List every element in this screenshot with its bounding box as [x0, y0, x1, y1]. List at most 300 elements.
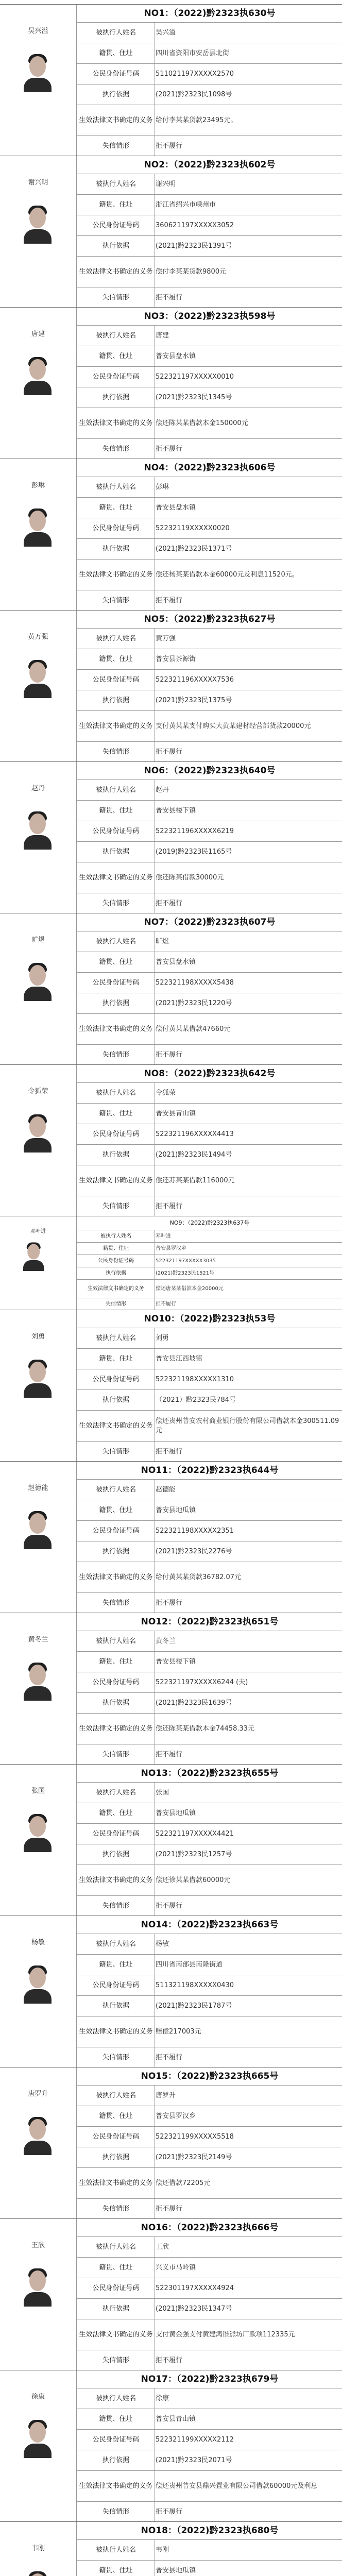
field-row-id-number	[77, 215, 342, 236]
field-value: 普安县盘水镇	[156, 504, 196, 512]
divider	[76, 913, 77, 1065]
field-row-address	[77, 2257, 342, 2278]
case-number-title: NO5：（2022)黔2323执627号	[144, 614, 276, 624]
field-label: 籍贯、住址	[99, 1506, 133, 1515]
field-row-name	[77, 779, 342, 801]
field-row-case-basis	[77, 2450, 342, 2471]
photo-column	[0, 1216, 76, 1310]
field-label: 被执行人姓名	[95, 635, 136, 643]
field-label: 失信情形	[102, 2054, 129, 2062]
field-value: 拒不履行	[156, 1301, 176, 1308]
field-label: 失信情形	[102, 1051, 129, 1059]
field-label: 被执行人姓名	[95, 2395, 136, 2403]
field-row-address	[77, 346, 342, 367]
photo-body	[24, 835, 52, 850]
record-block	[0, 1916, 342, 2067]
field-row-address	[77, 952, 342, 973]
field-value: 偿还贵州普安县鼎兴置业有限公司借款60000元及利息	[156, 2482, 318, 2490]
field-value: 拒不履行	[156, 2508, 183, 2516]
field-row-performance	[77, 2198, 342, 2219]
field-label: 籍贯、住址	[99, 352, 133, 361]
field-value: (2021)黔2323民1375号	[156, 697, 232, 705]
field-label: 执行依据	[102, 91, 129, 99]
photo-body	[24, 1686, 52, 1701]
field-value: 拒不履行	[156, 748, 183, 756]
field-label: 生效法律文书确定的义务	[79, 1725, 153, 1733]
field-row-address	[77, 1500, 342, 1521]
case-number-title: NO1：（2022)黔2323执630号	[144, 8, 276, 19]
person-photo	[22, 1811, 54, 1852]
field-value: 偿还贵州普安农村商业银行股份有限公司借款本金300511.09元	[156, 1417, 339, 1434]
field-row-obligation	[77, 2016, 342, 2047]
field-value: 拒不履行	[156, 900, 183, 908]
field-value: 赔偿217003元	[156, 2028, 201, 2036]
field-label: 失信情形	[102, 597, 129, 605]
field-label: 失信情形	[102, 142, 129, 150]
field-label: 执行依据	[102, 242, 129, 250]
photo-head	[27, 1244, 40, 1260]
field-row-case-basis	[77, 1692, 342, 1714]
field-value: (2021)黔2323民2071号	[156, 2456, 232, 2465]
case-number-title: NO12：（2022)黔2323执651号	[141, 1617, 279, 1627]
field-row-name	[77, 2388, 342, 2409]
field-value: 拒不履行	[156, 142, 183, 150]
photo-body	[24, 1535, 52, 1549]
field-label: 公民身份证号码	[92, 373, 140, 381]
field-label: 执行依据	[102, 848, 129, 856]
field-row-address	[77, 43, 342, 64]
field-row-performance	[77, 741, 342, 762]
field-row-case-basis	[77, 1995, 342, 2016]
photo-column	[0, 2522, 76, 2576]
field-label: 失信情形	[102, 445, 129, 453]
field-value: (2021)黔2323民1391号	[156, 242, 232, 250]
person-photo-caption: 韦刚	[31, 2545, 45, 2552]
field-value: 偿还陈某借款30000元	[156, 874, 224, 882]
field-row-id-number	[77, 1124, 342, 1145]
field-row-case-basis	[77, 993, 342, 1014]
field-label: 执行依据	[102, 2154, 129, 2162]
record-block	[0, 1310, 342, 1461]
divider	[76, 459, 77, 611]
field-value: 偿还陈某某借款本金150000元	[156, 419, 248, 428]
case-number-title: NO2：（2022)黔2323执602号	[144, 160, 276, 170]
photo-body	[24, 684, 52, 698]
divider	[76, 2522, 77, 2576]
field-row-address	[77, 1803, 342, 1824]
field-value: 普安县罗汉乡	[156, 1246, 186, 1252]
field-row-obligation	[77, 1865, 342, 1896]
field-value: 522321196XXXXX4413	[156, 1130, 234, 1139]
field-value: 522321197XXXXX6244 (夫)	[156, 1679, 248, 1687]
field-label: 籍贯、住址	[99, 807, 133, 815]
person-photo	[22, 505, 54, 547]
field-row-obligation	[77, 1410, 342, 1442]
field-row-obligation	[77, 256, 342, 287]
field-label: 失信情形	[102, 294, 129, 302]
case-number-title: NO8：（2022)黔2323执642号	[144, 1069, 276, 1079]
field-label: 被执行人姓名	[95, 180, 136, 189]
field-row-id-number	[77, 2429, 342, 2450]
field-label: 被执行人姓名	[95, 332, 136, 340]
field-label: 执行依据	[102, 697, 129, 705]
field-row-address	[77, 194, 342, 215]
field-row-case-basis	[77, 387, 342, 408]
field-value: 张国	[156, 1789, 169, 1797]
field-row-case-basis	[77, 1389, 342, 1411]
person-photo-caption: 吴兴溢	[28, 27, 48, 35]
field-label: 执行依据	[102, 2002, 129, 2010]
photo-head	[29, 814, 46, 834]
divider	[76, 611, 77, 762]
photo-head	[29, 2422, 46, 2443]
field-value: 普安县楼下镇	[156, 807, 196, 815]
photo-column	[0, 459, 76, 610]
person-photo-caption: 黄冬兰	[28, 1636, 48, 1643]
field-row-performance	[77, 2501, 342, 2522]
field-value: 徐康	[156, 2395, 169, 2403]
field-label: 生效法律文书确定的义务	[88, 1286, 144, 1292]
person-photo-caption: 刘勇	[31, 1333, 45, 1341]
person-photo	[22, 1962, 54, 2004]
divider	[76, 1310, 77, 1462]
field-value: 522321196XXXXX7536	[156, 676, 234, 684]
field-label: 生效法律文书确定的义务	[79, 722, 153, 731]
field-label: 执行依据	[102, 2305, 129, 2313]
field-label: 被执行人姓名	[95, 2243, 136, 2251]
field-label: 公民身份证号码	[92, 222, 140, 230]
photo-head	[29, 965, 46, 986]
field-row-address	[77, 800, 342, 821]
record-block	[0, 1613, 342, 1764]
field-label: 公民身份证号码	[92, 2436, 140, 2444]
divider	[76, 156, 77, 308]
field-label: 执行依据	[102, 1851, 129, 1859]
field-row-case-basis	[77, 841, 342, 862]
divider	[76, 2370, 77, 2522]
field-row-obligation	[77, 1562, 342, 1593]
photo-column	[0, 1916, 76, 2067]
field-value: 522321197XXXXX3035	[156, 1258, 216, 1264]
field-row-obligation	[77, 408, 342, 439]
person-photo-caption: 杨敏	[31, 1939, 45, 1946]
field-label: 生效法律文书确定的义务	[79, 1177, 153, 1185]
field-row-case-basis	[77, 690, 342, 711]
field-row-performance	[77, 2047, 342, 2068]
field-row-address	[77, 1651, 342, 1672]
field-value: 522321198XXXXX2351	[156, 1527, 234, 1535]
field-row-id-number	[77, 972, 342, 993]
person-photo	[22, 354, 54, 395]
field-row-name	[77, 477, 342, 498]
photo-head	[29, 1816, 46, 1837]
field-value: 偿付黄某某借款47660元	[156, 1025, 231, 1033]
field-label: 被执行人姓名	[95, 1486, 136, 1494]
field-value: 拒不履行	[156, 1051, 183, 1059]
record-block	[0, 761, 342, 913]
field-label: 生效法律文书确定的义务	[79, 1573, 153, 1582]
field-value: 偿还杨某某借款本金60000元及利息11520元。	[156, 571, 299, 579]
field-row-id-number	[77, 2126, 342, 2147]
photo-body	[24, 1838, 52, 1852]
case-number-title: NO17：（2022)黔2323执679号	[141, 2374, 279, 2384]
field-label: 籍贯、住址	[99, 1961, 133, 1969]
field-value: (2021)黔2323民1220号	[156, 999, 232, 1008]
field-label: 失信情形	[102, 2357, 129, 2365]
field-value: 杨敏	[156, 1940, 169, 1948]
field-value: (2021)黔2323民1345号	[156, 394, 232, 402]
record-block	[0, 610, 342, 761]
field-value: 偿还陈某某借款本金74458.33元	[156, 1725, 255, 1733]
photo-head	[29, 1665, 46, 1685]
field-value: 韦刚	[156, 2546, 169, 2554]
field-row-obligation	[77, 862, 342, 893]
photo-head	[29, 1362, 46, 1382]
field-label: 被执行人姓名	[95, 483, 136, 492]
field-label: 失信情形	[106, 1301, 126, 1307]
field-value: (2021)黔2323民1371号	[156, 545, 232, 553]
person-photo-caption: 张国	[31, 1787, 45, 1795]
field-row-case-basis	[77, 2147, 342, 2168]
field-row-name	[77, 1082, 342, 1104]
field-label: 执行依据	[102, 1396, 129, 1404]
field-row-obligation	[77, 1713, 342, 1744]
field-value: 拒不履行	[156, 597, 183, 605]
field-row-obligation	[77, 559, 342, 590]
field-value: 511021197XXXXX2570	[156, 70, 234, 78]
photo-column	[0, 1765, 76, 1916]
field-row-case-basis	[77, 1541, 342, 1562]
field-value: 拒不履行	[156, 2054, 183, 2062]
person-photo-caption: 徐康	[31, 2393, 45, 2401]
field-value: 普安县青山镇	[156, 1110, 196, 1118]
record-block	[0, 1461, 342, 1613]
case-number-title: NO18：（2022)黔2323执680号	[141, 2526, 279, 2536]
field-value: 拒不履行	[156, 294, 183, 302]
field-label: 失信情形	[102, 2205, 129, 2213]
field-row-case-basis	[77, 538, 342, 560]
person-photo-caption: 令狐荣	[28, 1088, 48, 1095]
person-photo-caption: 彭琳	[31, 482, 45, 489]
record-block	[0, 2521, 342, 2576]
divider	[76, 1065, 77, 1216]
field-label: 籍贯、住址	[99, 504, 133, 512]
field-value: 522321199XXXXX2112	[156, 2436, 234, 2444]
field-label: 公民身份证号码	[92, 1830, 140, 1838]
field-row-id-number	[77, 1369, 342, 1390]
field-label: 失信情形	[102, 1448, 129, 1456]
person-photo-caption: 王欣	[31, 2242, 45, 2249]
field-value: 522321196XXXXX6219	[156, 827, 234, 836]
person-photo-caption: 邓叶进	[30, 1229, 46, 1234]
photo-column	[0, 156, 76, 307]
field-value: (2019)黔2323民1165号	[156, 848, 232, 856]
photo-column	[0, 1462, 76, 1613]
field-row-id-number	[77, 366, 342, 387]
field-value: 四川省资阳市安岳县北街	[156, 49, 230, 58]
photo-head	[29, 511, 46, 531]
field-row-obligation	[77, 710, 342, 742]
field-row-performance	[77, 2350, 342, 2371]
field-row-name	[77, 1631, 342, 1652]
field-label: 被执行人姓名	[100, 1233, 131, 1239]
person-photo	[22, 657, 54, 698]
field-label: 生效法律文书确定的义务	[79, 268, 153, 276]
field-label: 籍贯、住址	[99, 2264, 133, 2272]
photo-column	[0, 913, 76, 1064]
person-photo	[22, 808, 54, 850]
photo-head	[29, 56, 46, 77]
field-row-obligation	[77, 2470, 342, 2502]
person-photo	[22, 1240, 46, 1271]
field-value: (2021)黔2323民1521号	[156, 1270, 215, 1277]
photo-head	[29, 1513, 46, 1534]
field-row-obligation	[77, 1279, 342, 1298]
field-label: 被执行人姓名	[95, 786, 136, 794]
person-photo	[22, 960, 54, 1001]
photo-column	[0, 2067, 76, 2218]
field-label: 执行依据	[106, 1270, 126, 1276]
field-row-performance	[77, 135, 342, 157]
field-label: 执行依据	[102, 394, 129, 402]
field-row-address	[77, 1348, 342, 1369]
field-row-name	[77, 1782, 342, 1803]
field-row-id-number	[77, 1520, 342, 1541]
field-row-name	[77, 2539, 342, 2561]
field-label: 被执行人姓名	[95, 1089, 136, 1097]
field-value: 黄冬兰	[156, 1637, 176, 1646]
field-label: 执行依据	[102, 1548, 129, 1556]
field-label: 公民身份证号码	[92, 2284, 140, 2293]
divider	[76, 1916, 77, 2067]
field-label: 被执行人姓名	[95, 2092, 136, 2100]
field-label: 公民身份证号码	[92, 70, 140, 78]
field-value: 普安县茶源街	[156, 655, 196, 664]
field-row-id-number	[77, 669, 342, 690]
field-row-performance	[77, 438, 342, 460]
person-photo	[22, 2417, 54, 2458]
field-label: 被执行人姓名	[95, 1789, 136, 1797]
record-block	[0, 1064, 342, 1216]
field-value: 偿付李某某货款9800元	[156, 268, 227, 276]
photo-column	[0, 2370, 76, 2521]
field-value: 唐罗升	[156, 2092, 176, 2100]
photo-column	[0, 5, 76, 156]
field-value: 拒不履行	[156, 1751, 183, 1759]
person-photo	[22, 2265, 54, 2307]
field-value: 拒不履行	[156, 1902, 183, 1910]
field-row-name	[77, 174, 342, 195]
field-label: 被执行人姓名	[95, 938, 136, 946]
field-row-name	[77, 2085, 342, 2106]
field-value: (2021)黔2323民1257号	[156, 1851, 232, 1859]
field-row-performance	[77, 1196, 342, 1217]
photo-column	[0, 2219, 76, 2370]
field-value: 兴义市马岭镇	[156, 2264, 196, 2272]
person-photo	[22, 202, 54, 244]
field-label: 生效法律文书确定的义务	[79, 1025, 153, 1033]
field-row-address	[77, 2106, 342, 2127]
field-label: 生效法律文书确定的义务	[79, 874, 153, 882]
field-value: 511321198XXXXX0430	[156, 1981, 234, 1990]
field-label: 生效法律文书确定的义务	[79, 2482, 153, 2490]
field-value: 522301197XXXXX4924	[156, 2284, 234, 2293]
photo-body	[24, 381, 52, 395]
field-value: 拒不履行	[156, 2357, 183, 2365]
person-photo	[22, 1659, 54, 1701]
field-row-obligation	[77, 2319, 342, 2350]
field-label: 失信情形	[102, 1202, 129, 1211]
photo-head	[29, 2119, 46, 2140]
person-photo-caption: 旷煜	[31, 936, 45, 944]
record-block	[0, 307, 342, 459]
field-label: 执行依据	[102, 2456, 129, 2465]
field-label: 籍贯、住址	[103, 1246, 129, 1251]
field-label: 生效法律文书确定的义务	[79, 1422, 153, 1430]
field-row-id-number	[77, 518, 342, 539]
field-value: 普安县楼下镇	[156, 1658, 196, 1666]
field-row-id-number	[77, 1823, 342, 1844]
field-value: 拒不履行	[156, 445, 183, 453]
field-label: 执行依据	[102, 1151, 129, 1159]
field-row-name	[77, 325, 342, 346]
field-row-name	[77, 628, 342, 649]
field-label: 籍贯、住址	[99, 1355, 133, 1363]
person-photo-caption: 赵德能	[28, 1484, 48, 1492]
field-value: 52232119XXXXX0020	[156, 524, 230, 533]
photo-body	[24, 2444, 52, 2458]
case-number-title: NO16：（2022)黔2323执666号	[141, 2223, 279, 2233]
field-value: 普安县青山镇	[156, 2415, 196, 2424]
field-row-id-number	[77, 821, 342, 842]
divider	[76, 5, 77, 156]
field-label: 执行依据	[102, 999, 129, 1008]
divider	[76, 1462, 77, 1613]
record-block	[0, 2218, 342, 2370]
field-row-performance	[77, 1298, 342, 1311]
field-row-address	[77, 2409, 342, 2430]
photo-column	[0, 1613, 76, 1764]
field-label: 籍贯、住址	[99, 655, 133, 664]
field-row-obligation	[77, 1013, 342, 1045]
field-value: 普安县地瓜镇	[156, 2567, 196, 2575]
field-row-performance	[77, 1592, 342, 1614]
field-label: 失信情形	[102, 900, 129, 908]
field-label: 生效法律文书确定的义务	[79, 2179, 153, 2188]
photo-body	[24, 1383, 52, 1398]
person-photo	[22, 1111, 54, 1153]
person-photo	[22, 51, 54, 92]
person-photo	[22, 2114, 54, 2155]
field-row-address	[77, 497, 342, 518]
field-row-address	[77, 1103, 342, 1124]
field-value: 王欣	[156, 2243, 169, 2251]
person-photo-caption: 黄万强	[28, 633, 48, 641]
photo-column	[0, 1310, 76, 1461]
field-label: 生效法律文书确定的义务	[79, 2331, 153, 2339]
field-row-obligation	[77, 1165, 342, 1196]
field-label: 公民身份证号码	[92, 676, 140, 684]
field-row-case-basis	[77, 1267, 342, 1280]
field-value: 普安县江西坡镇	[156, 1355, 203, 1363]
case-number-title: NO7：（2022)黔2323执607号	[144, 917, 276, 927]
field-label: 失信情形	[102, 2508, 129, 2516]
field-label: 被执行人姓名	[95, 1940, 136, 1948]
field-label: 生效法律文书确定的义务	[79, 571, 153, 579]
field-row-address	[77, 1242, 342, 1255]
field-row-case-basis	[77, 2298, 342, 2319]
record-block	[0, 156, 342, 307]
